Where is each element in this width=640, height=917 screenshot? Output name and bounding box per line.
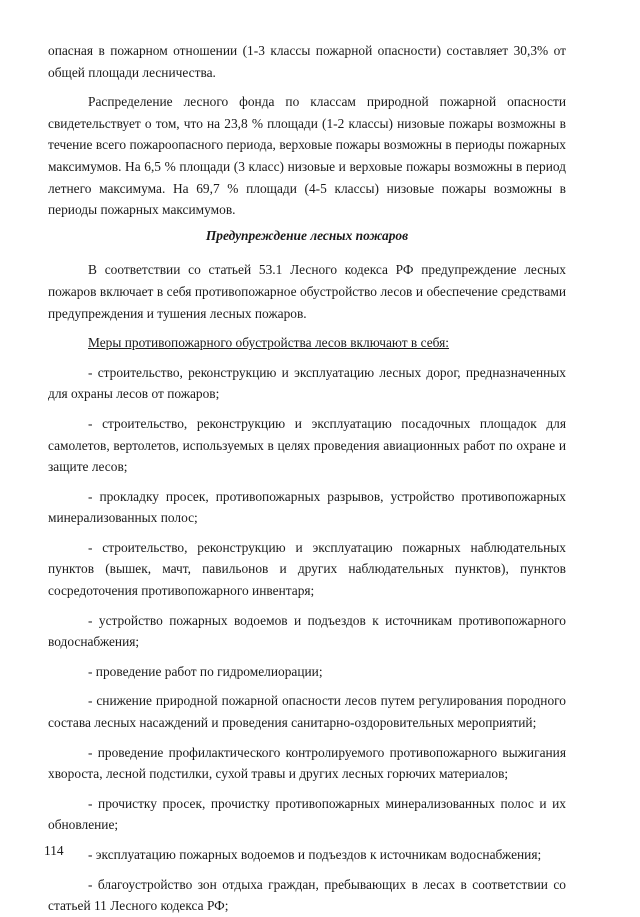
measures-list — [48, 362, 566, 917]
measures-title — [48, 332, 566, 354]
list-item: - снижение природной пожарной опасности лесов путем регулирования породного состава лесных насаждений и проведения санитарно-оздоровительных мероприятий; — [48, 693, 566, 731]
section-heading: Предупреждение лесных пожаров — [205, 227, 409, 243]
page-number: 114 — [44, 843, 64, 858]
list-item: - эксплуатацию пожарных водоемов и подъездов к источникам водоснабжения; — [88, 847, 542, 862]
list-item: - благоустройство зон отдыха граждан, пребывающих в лесах в соответствии со статьей 11 Лесного кодекса РФ; — [48, 876, 566, 914]
list-item: - прочистку просек, прочистку противопожарных минерализованных полос и их обновление; — [48, 795, 566, 833]
list-item: - проведение работ по гидромелиорации; — [88, 663, 323, 679]
list-item: - строительство, реконструкцию и эксплуатацию лесных дорог, предназначенных для охраны лесов от пожаров; — [48, 364, 566, 402]
list-item: - строительство, реконструкцию и эксплуатацию пожарных наблюдательных пунктов (вышек, мачт, павильонов и других наблюдательных пунктов), пунктов сосредоточения противопожарного инвентаря; — [48, 539, 566, 599]
paragraph-intro: В соответствии со статьей 53.1 Лесного кодекса РФ предупреждение лесных пожаров включает в себя противопожарное обустройство лесов и обеспечение средствами предупреждения и тушения лесных пожаров. — [48, 262, 566, 321]
paragraph-continuation: опасная в пожарном отношении (1-3 классы пожарной опасности) составляет 30,3% от общей площади лесничества. — [48, 43, 566, 80]
list-item: - устройство пожарных водоемов и подъездов к источникам противопожарного водоснабжения; — [48, 612, 566, 650]
measures-title-text: Меры противопожарного обустройства лесов включают в себя: — [88, 335, 450, 351]
list-item: - прокладку просек, противопожарных разрывов, устройство противопожарных минерализованных полос; — [48, 488, 566, 526]
paragraph-fire-classes: Распределение лесного фонда по классам природной пожарной опасности свидетельствует о том, что на 23,8 % площади (1-2 классы) низовые пожары возможны в течение всего пожароопасного периода, верховые пожары возможны в периоды пожарных максимумов. На 6,5 % площади (3 класс) низовые и верховые пожары возможны в период летнего максимума. На 69,7 % площади (4-5 классы) низовые пожары возможны в периоды пожарных максимумов. — [48, 94, 566, 218]
list-item: - строительство, реконструкцию и эксплуатацию посадочных площадок для самолетов, вертолетов, используемых в целях проведения авиационных работ по охране и защите лесов; — [48, 415, 566, 475]
list-item: - проведение профилактического контролируемого противопожарного выжигания хвороста, лесной подстилки, сухой травы и других лесных горючих материалов; — [48, 744, 566, 782]
